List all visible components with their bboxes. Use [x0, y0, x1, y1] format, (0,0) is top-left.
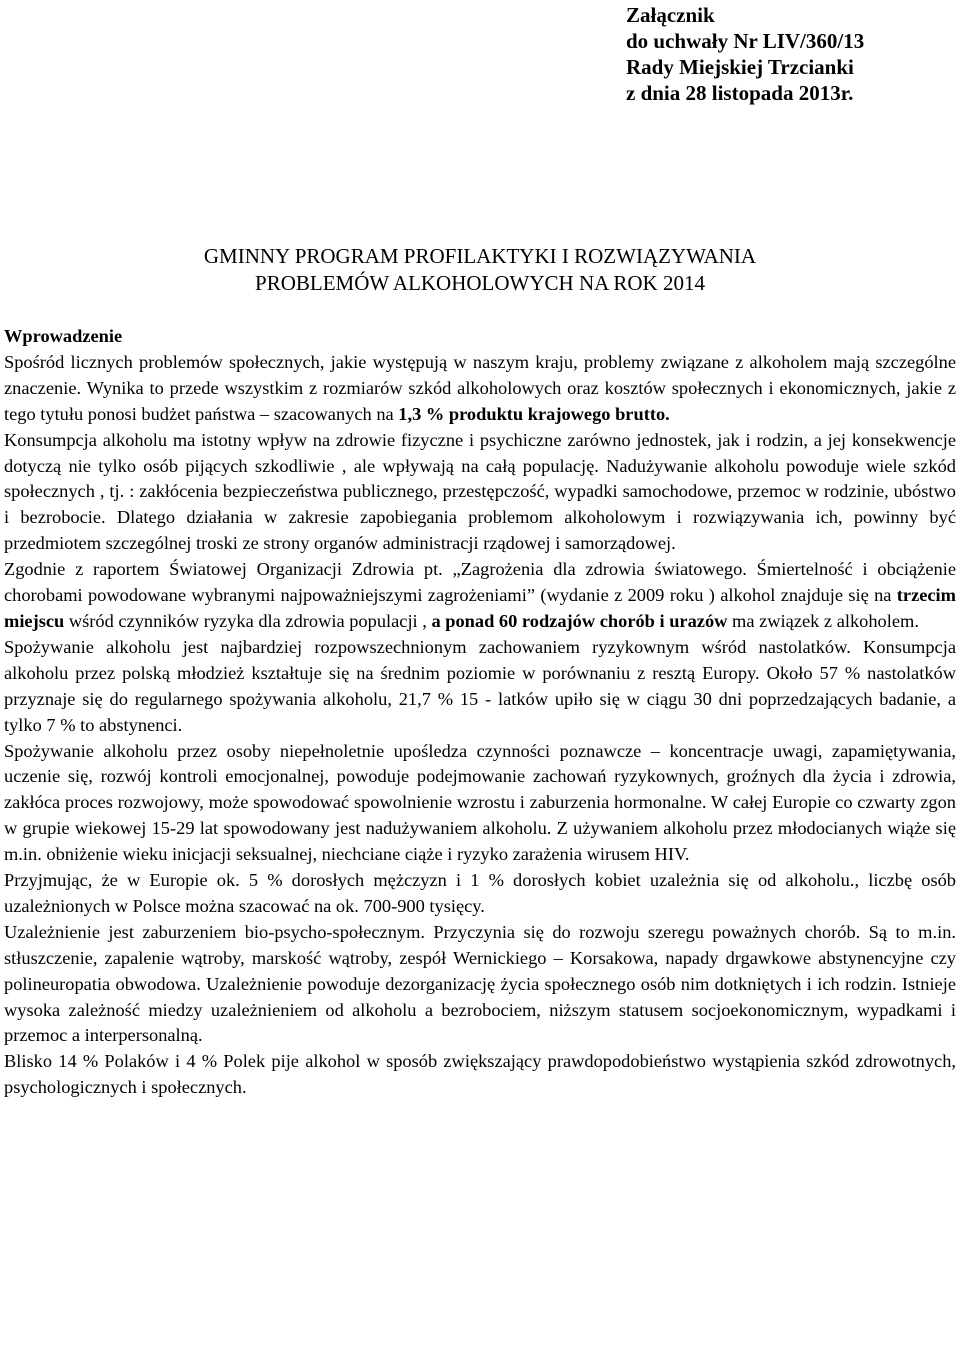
paragraph-2: Konsumpcja alkoholu ma istotny wpływ na zdrowie fizyczne i psychiczne zarówno jednostek, jak i rodzin, a jej konsekwencje dotyczą nie tylko osób pijących szkodliwie , ale wpływają na całą populację. Nadużywanie alkoholu powoduje wiele szkód społecznych , tj. : zakłócenia bezpieczeństwa publicznego, przestępczość, wypadki samochodowe, przemoc w rodzinie, ubóstwo i bezrobocie. Dlatego działania w zakresie zapobiegania problemom alkoholowym i rozwiązywania ich, powinny być przedmiotem szczególnej troski ze strony organów administracji rządowej i samorządowej.	[4, 429, 956, 554]
paragraph-8: Blisko 14 % Polaków i 4 % Polek pije alkohol w sposób zwiększający prawdopodobieństwo wystąpienia szkód zdrowotnych, psychologicznych i społecznych.	[4, 1051, 956, 1098]
resolution-date: z dnia 28 listopada 2013r.	[626, 81, 854, 105]
paragraph-6: Przyjmując, że w Europie ok. 5 % dorosłych mężczyzn i 1 % dorosłych kobiet uzależnia się od alkoholu., liczbę osób uzależnionych w Polsce można szacować na ok. 700-900 tysięcy.	[4, 870, 956, 916]
paragraph-3-text-a: Zgodnie z raportem Światowej Organizacji Zdrowia pt. „Zagrożenia dla zdrowia światowego. Śmiertelność i obciążenie chorobami powodowane wybranymi najpoważniejszymi zagrożeniami” (wydanie z 2009 roku ) alkohol znajduje się na	[4, 559, 956, 606]
paragraph-5: Spożywanie alkoholu przez osoby niepełnoletnie upośledza czynności poznawcze – koncentracje uwagi, zapamiętywania, uczenie się, rozwój kontroli emocjonalnej, powoduje podejmowanie zachowań ryzykownych, groźnych dla życia i zdrowia, zakłóca proces rozwojowy, może spowodować spowolnienie wzrostu i zaburzenia hormonalne. W całej Europie co czwarty zgon w grupie wiekowej 15-29 lat spowodowany jest nadużywaniem alkoholu. Z używaniem alkoholu przez młodocianych wiąże się m.in. obniżenie wieku inicjacji seksualnej, niechciane ciąże i ryzyko zarażenia wirusem HIV.	[4, 740, 956, 865]
paragraph-1	[4, 350, 956, 428]
paragraph-4: Spożywanie alkoholu jest najbardziej rozpowszechnionym zachowaniem ryzykownym wśród nastolatków. Konsumpcja alkoholu przez polską młodzież kształtuje się na średnim poziomie w porównaniu z resztą Europy. Około 57 % nastolatków przyznaje się do regularnego spożywania alkoholu, 21,7 % 15 - latków upiło się w ciągu 30 dni poprzedzających badanie, a tylko 7 % to abstynenci.	[4, 636, 956, 735]
paragraph-3-emphasis-b: a ponad 60 rodzajów chorób i urazów	[431, 610, 728, 631]
council-name: Rady Miejskiej Trzcianki	[626, 55, 854, 79]
attachment-header	[626, 2, 864, 106]
paragraph-1-emphasis: 1,3 % produktu krajowego brutto.	[398, 403, 670, 424]
paragraph-3-text-c: ma związek z alkoholem.	[727, 610, 919, 631]
resolution-number: do uchwały Nr LIV/360/13	[626, 29, 865, 53]
attachment-label: Załącznik	[626, 3, 715, 27]
document-title	[0, 243, 960, 297]
title-line-1: GMINNY PROGRAM PROFILAKTYKI I ROZWIĄZYWANIA	[203, 244, 757, 268]
section-heading: Wprowadzenie	[4, 326, 123, 346]
paragraph-7: Uzależnienie jest zaburzeniem bio-psycho-społecznym. Przyczynia się do rozwoju szeregu poważnych chorób. Są to m.in. stłuszczenie, zapalenie wątroby, marskość wątroby, zespół Wernickiego – Korsakowa, napady drgawkowe abstynencyjne czy polineuropatia obwodowa. Uzależnienie powoduje dezorganizację życia społecznego osób nim dotkniętych i ich rodzin. Istnieje wysoka zależność miedzy uzależnieniem od alkoholu a bezrobociem, niższym statusem socjoekonomicznym, wypadkami i przemoc a interpersonalną.	[4, 921, 956, 1046]
title-line-2: PROBLEMÓW ALKOHOLOWYCH NA ROK 2014	[255, 271, 705, 295]
document-body	[4, 324, 956, 1101]
paragraph-3-text-b: wśród czynników ryzyka dla zdrowia populacji ,	[64, 610, 432, 631]
paragraph-1-text: Spośród licznych problemów społecznych, jakie występują w naszym kraju, problemy związane z alkoholem mają szczególne znaczenie. Wynika to przede wszystkim z rozmiarów szkód alkoholowych oraz kosztów społecznych i ekonomicznych, jakie z tego tytułu ponosi budżet państwa – szacowanych na	[4, 351, 956, 424]
paragraph-3-emphasis-a: trzecim miejscu	[4, 585, 956, 631]
paragraph-3	[4, 557, 956, 635]
